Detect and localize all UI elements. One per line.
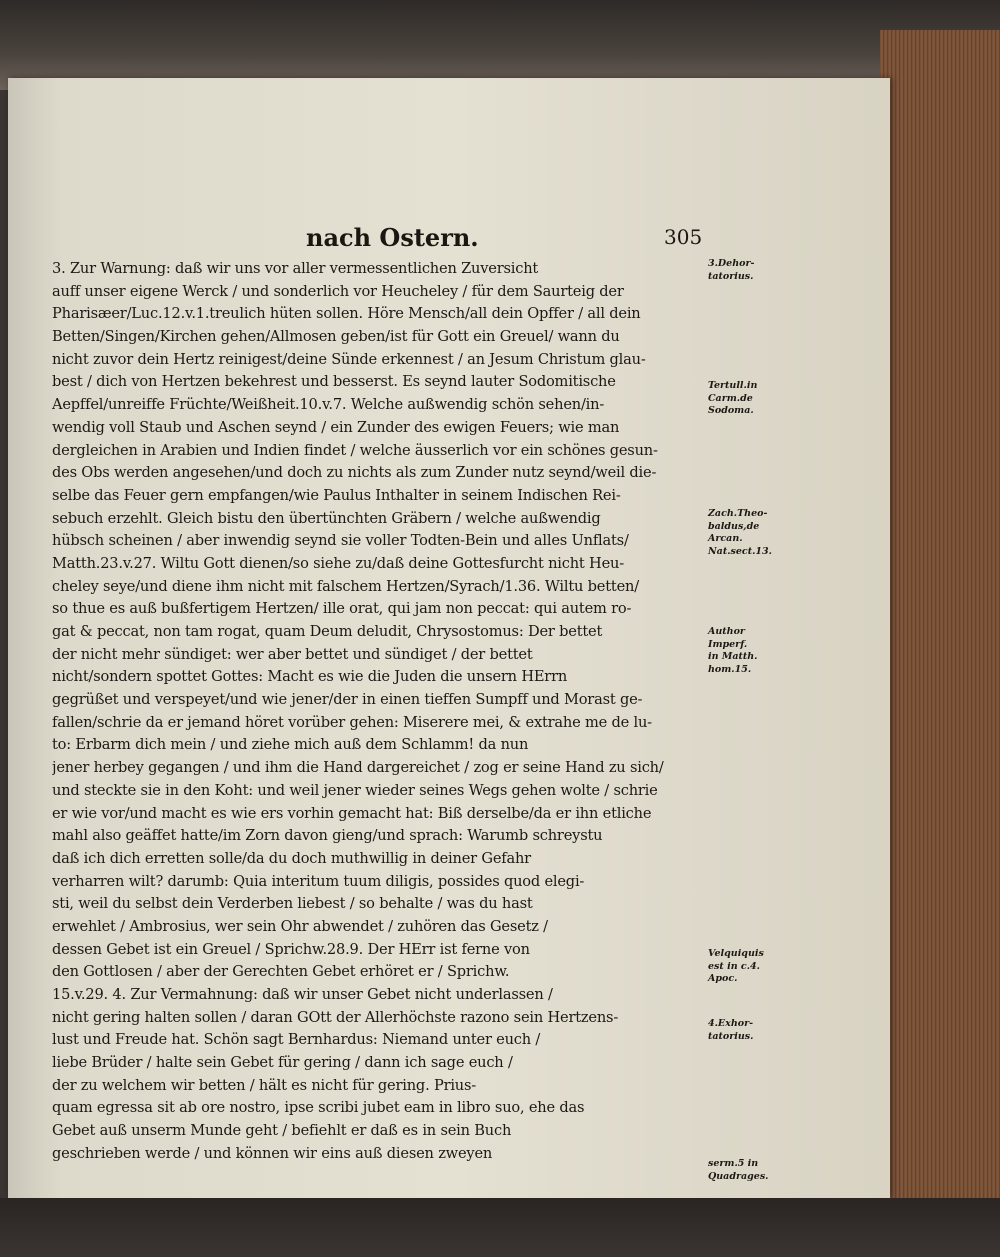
text-line: des Obs werden angesehen/und doch zu nichts als zum Zunder nutz seynd/weil die- [52, 464, 657, 482]
text-line: geschrieben werde / und können wir eins auß diesen zweyen [52, 1144, 493, 1162]
text-line: mahl also geäffet hatte/im Zorn davon gieng/und sprach: Warumb schreystu [52, 827, 603, 845]
margin-note-line: Quadrages. [708, 1170, 769, 1182]
margin-note-line: tatorius. [708, 1030, 754, 1042]
margin-note-line: in Matth. [708, 651, 758, 662]
margin-note [708, 1158, 768, 1183]
text-line: Betten/Singen/Kirchen gehen/Allmosen geben/ist für Gott ein Greuel/ wann du [52, 328, 620, 346]
margin-note-line: Tertull.in [708, 380, 758, 391]
page-header [8, 223, 890, 255]
margin-note-line: 3.Dehor- [708, 258, 755, 269]
text-line: sti, weil du selbst dein Verderben liebest / so behalte / was du hast [52, 895, 533, 913]
book-bottom-edge [0, 1198, 1000, 1257]
text-line: gat & peccat, non tam rogat, quam Deum deludit, Chrysostomus: Der bettet [52, 623, 603, 640]
margin-note-line: Author [708, 626, 745, 637]
text-line: best / dich von Hertzen bekehrest und besserst. Es seynd lauter Sodomitische [52, 373, 616, 391]
margin-note-line: 4.Exhor- [708, 1018, 754, 1029]
book-page [8, 78, 890, 1198]
text-line: auff unser eigene Werck / und sonderlich vor Heucheley / für dem Saurteig der [52, 282, 624, 300]
margin-note-line: Carm.de [708, 392, 753, 404]
margin-note [708, 948, 764, 986]
text-line: nicht zuvor dein Hertz reinigest/deine Sünde erkennest / an Jesum Christum glau- [52, 350, 646, 368]
margin-note-line: serm.5 in [708, 1158, 759, 1169]
text-line: und steckte sie in den Koht: und weil jener wieder seines Wegs gehen wolte / schrie [52, 781, 658, 799]
margin-note-line: baldus,de [708, 520, 760, 532]
text-line: Aepffel/unreiffe Früchte/Weißheit.10.v.7. Welche außwendig schön sehen/in- [52, 396, 605, 414]
text-line: selbe das Feuer gern empfangen/wie Paulus Inthalter in seinem Indischen Rei- [52, 486, 621, 504]
margin-note [708, 626, 758, 676]
text-line: nicht gering halten sollen / daran GOtt der Allerhöchste razono sein Hertzens- [52, 1008, 619, 1026]
text-line: der zu welchem wir betten / hält es nicht für gering. Prius- [52, 1076, 477, 1094]
margin-note-line: Imperf. [708, 638, 748, 650]
margin-note-line: Velquiquis [708, 948, 764, 959]
text-line: dessen Gebet ist ein Greuel / Sprichw.28.9. Der HErr ist ferne von [52, 940, 530, 958]
text-line: lust und Freude hat. Schön sagt Bernhardus: Niemand unter euch / [52, 1031, 541, 1049]
text-line: fallen/schrie da er jemand höret vorüber gehen: Miserere mei, & extrahe me de lu- [52, 713, 652, 731]
text-line: hübsch scheinen / aber inwendig seynd sie voller Todten-Bein und alles Unflats/ [52, 532, 629, 550]
page-edges [880, 30, 1000, 1257]
margin-note [708, 258, 754, 283]
text-line: verharren wilt? darumb: Quia interitum tuum diligis, possides quod elegi- [52, 872, 585, 890]
text-line: dergleichen in Arabien und Indien findet / welche äusserlich vor ein schönes gesun- [52, 441, 658, 459]
text-line: sebuch erzehlt. Gleich bistu den übertünchten Gräbern / welche außwendig [52, 509, 601, 527]
margin-note-line: tatorius. [708, 270, 754, 282]
text-line: Pharisæer/Luc.12.v.1.treulich hüten sollen. Höre Mensch/all dein Opffer / all dein [52, 305, 641, 323]
margin-note-line: Zach.Theo- [708, 508, 768, 519]
text-line: den Gottlosen / aber der Gerechten Gebet erhöret er / Sprichw. [52, 963, 510, 981]
margin-note-line: Nat.sect.13. [708, 545, 772, 557]
margin-note [708, 380, 757, 418]
text-line: gegrüßet und verspeyet/und wie jener/der in einen tieffen Sumpff und Morast ge- [52, 691, 643, 709]
running-title: nach Ostern. [306, 223, 479, 252]
margin-note-line: Arcan. [708, 533, 743, 544]
margin-note-line: est in c.4. [708, 960, 760, 972]
book-top-edge [0, 0, 1000, 90]
text-line: der nicht mehr sündiget: wer aber bettet und sündiget / der bettet [52, 645, 533, 663]
text-line: so thue es auß bußfertigem Hertzen/ ille orat, qui jam non peccat: qui autem ro- [52, 600, 632, 618]
body-text [52, 258, 712, 1166]
text-line: erwehlet / Ambrosius, wer sein Ohr abwendet / zuhören das Gesetz / [52, 917, 548, 935]
text-line: er wie vor/und macht es wie ers vorhin gemacht hat: Biß derselbe/da er ihn etliche [52, 804, 652, 822]
text-line: Gebet auß unserm Munde geht / befiehlt er daß es in sein Buch [52, 1122, 512, 1140]
margin-note-line: hom.15. [708, 663, 752, 675]
margin-note [708, 1018, 753, 1043]
text-line: jener herbey gegangen / und ihm die Hand dargereichet / zog er seine Hand zu sich/ [52, 759, 664, 777]
text-line: quam egressa sit ab ore nostro, ipse scribi jubet eam in libro suo, ehe das [52, 1099, 585, 1117]
margin-note-line: Apoc. [708, 973, 738, 984]
page-number: 305 [664, 225, 703, 249]
margin-note-line: Sodoma. [708, 405, 754, 416]
text-line: 15.v.29. 4. Zur Vermahnung: daß wir unser Gebet nicht underlassen / [52, 986, 553, 1003]
margin-note [708, 508, 772, 558]
text-line: to: Erbarm dich mein / und ziehe mich auß dem Schlamm! da nun [52, 736, 529, 754]
text-line: Matth.23.v.27. Wiltu Gott dienen/so siehe zu/daß deine Gottesfurcht nicht Heu- [52, 554, 624, 572]
text-line: daß ich dich erretten solle/da du doch muthwillig in deiner Gefahr [52, 849, 531, 867]
text-line: cheley seye/und diene ihm nicht mit falschem Hertzen/Syrach/1.36. Wiltu betten/ [52, 577, 639, 595]
text-line: 3. Zur Warnung: daß wir uns vor aller vermessentlichen Zuversicht [52, 260, 539, 277]
text-line: liebe Brüder / halte sein Gebet für gering / dann ich sage euch / [52, 1054, 513, 1072]
text-line: wendig voll Staub und Aschen seynd / ein Zunder des ewigen Feuers; wie man [52, 418, 620, 436]
text-line: nicht/sondern spottet Gottes: Macht es wie die Juden die unsern HErrn [52, 668, 568, 686]
